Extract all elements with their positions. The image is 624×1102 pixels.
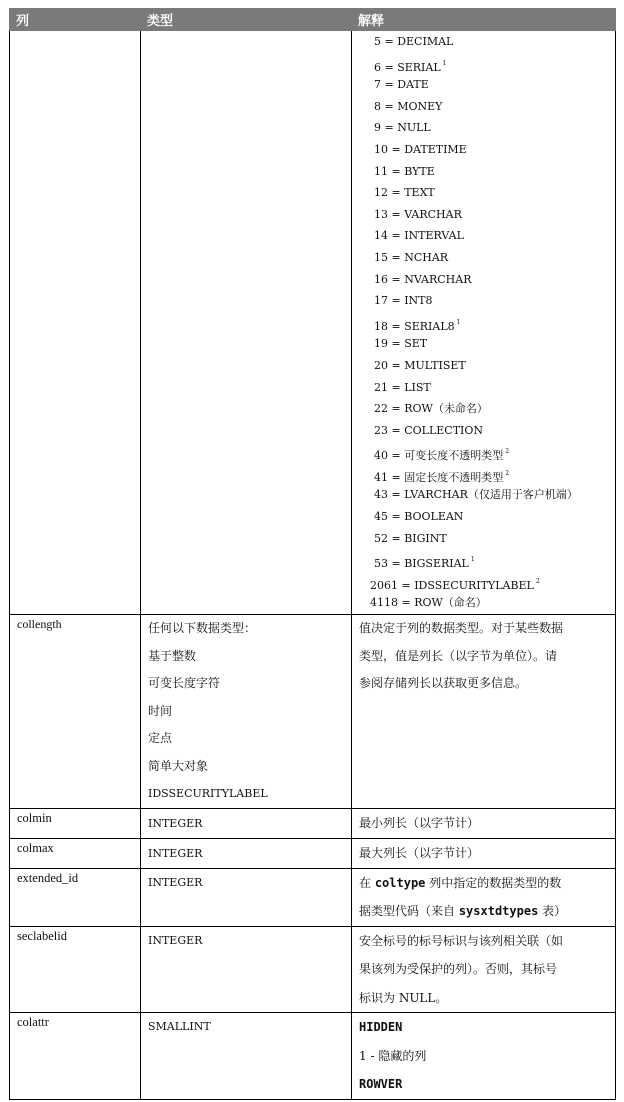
type-code-text: 4118 = ROW（命名） — [370, 596, 487, 610]
description-line: 参阅存储列长以获取更多信息。 — [359, 676, 528, 691]
coltype-keyword: coltype — [374, 875, 426, 890]
type-code-text: 12 = TEXT — [374, 186, 435, 200]
type-line: IDSSECURITYLABEL — [148, 787, 268, 801]
description-line: 标识为 NULL。 — [359, 990, 448, 1005]
type-value: INTEGER — [148, 846, 203, 860]
table-row-seclabelid — [10, 926, 616, 1013]
type-code-line — [374, 139, 608, 161]
type-code-text: 22 = ROW（未命名） — [374, 402, 488, 416]
description-text: 据类型代码（来自 — [359, 904, 459, 919]
footnote-marker: 1 — [470, 556, 475, 564]
type-code-text: 10 = DATETIME — [374, 142, 467, 156]
type-cell — [141, 1013, 352, 1100]
description-text: 在 — [359, 875, 375, 890]
description-cell — [352, 868, 616, 926]
type-code-text: 52 = BIGINT — [374, 531, 447, 545]
type-code-line — [374, 53, 608, 75]
description-line: 安全标号的标号标识与该列相关联（如 — [359, 933, 564, 948]
column-name-cell — [10, 1013, 141, 1100]
column-name-cell — [10, 808, 141, 838]
type-code-line — [374, 204, 608, 226]
type-code-text: 45 = BOOLEAN — [374, 510, 464, 524]
type-cell — [141, 808, 352, 838]
description-line — [359, 1070, 608, 1099]
type-cell — [141, 615, 352, 809]
table-row-coltype-continued — [10, 31, 616, 615]
type-code-line — [374, 484, 608, 506]
table-row-extended-id — [10, 868, 616, 926]
type-code-text: 41 = 固定长度不透明类型 — [374, 470, 504, 484]
type-code-line — [374, 398, 608, 420]
header-row — [10, 9, 616, 31]
column-name: collength — [17, 617, 62, 632]
type-code-text: 14 = INTERVAL — [374, 229, 464, 243]
type-code-text: 19 = SET — [374, 337, 428, 351]
description-cell — [352, 838, 616, 868]
column-name: colattr — [17, 1015, 49, 1030]
type-code-list — [359, 31, 608, 614]
type-code-line — [374, 269, 608, 291]
type-code-line — [374, 247, 608, 269]
type-code-text: 7 = DATE — [374, 78, 429, 92]
table-row-collength — [10, 615, 616, 809]
sysxtdtypes-keyword: sysxtdtypes — [458, 904, 539, 919]
table-row-colmin — [10, 808, 616, 838]
column-name: extended_id — [17, 870, 79, 885]
column-name: seclabelid — [17, 928, 67, 943]
type-value: INTEGER — [148, 933, 203, 947]
type-code-text: 40 = 可变长度不透明类型 — [374, 449, 504, 463]
column-name-cell — [10, 868, 141, 926]
type-line: 任何以下数据类型： — [148, 621, 257, 636]
type-value: SMALLINT — [148, 1020, 211, 1034]
footnote-marker: 1 — [456, 318, 461, 326]
type-code-line — [374, 377, 608, 399]
hidden-keyword: HIDDEN — [359, 1020, 403, 1035]
type-code-text: 9 = NULL — [374, 121, 431, 135]
column-name-cell — [10, 838, 141, 868]
type-line: 简单大对象 — [148, 758, 209, 773]
description-line — [359, 869, 608, 898]
description-line — [359, 897, 608, 926]
type-code-line — [374, 333, 608, 355]
column-name: colmax — [17, 840, 54, 855]
header-description: 解释 — [352, 9, 616, 31]
description-line: 最大列长（以字节计） — [359, 845, 480, 860]
footnote-marker: 2 — [505, 469, 510, 477]
type-code-text: 21 = LIST — [374, 380, 431, 394]
type-code-line — [374, 74, 608, 96]
system-catalog-table — [9, 8, 616, 1100]
type-code-line — [374, 549, 608, 571]
description-cell — [352, 926, 616, 1013]
description-line: 最小列长（以字节计） — [359, 815, 480, 830]
footnote-marker: 2 — [505, 448, 510, 456]
type-code-text: 43 = LVARCHAR（仅适用于客户机端） — [374, 488, 578, 502]
type-code-line — [374, 312, 608, 334]
type-cell — [141, 926, 352, 1013]
header-type: 类型 — [141, 9, 352, 31]
type-code-text: 5 = DECIMAL — [374, 35, 454, 48]
type-code-line — [374, 31, 608, 53]
column-name: colmin — [17, 810, 52, 825]
description-line: 值决定于列的数据类型。对于某些数据 — [359, 621, 564, 636]
column-name-cell — [10, 615, 141, 809]
type-code-line — [374, 355, 608, 377]
footnote-marker: 2 — [535, 577, 540, 585]
type-value: INTEGER — [148, 875, 203, 889]
description-line: 果该列为受保护的列）。否则，其标号 — [359, 962, 558, 977]
type-code-line — [370, 571, 608, 593]
type-code-text: 17 = INT8 — [374, 294, 433, 308]
table-row-colattr — [10, 1013, 616, 1100]
type-code-text: 20 = MULTISET — [374, 358, 466, 372]
type-code-line — [374, 528, 608, 550]
type-code-line — [374, 96, 608, 118]
type-code-line — [370, 592, 608, 614]
column-name-cell — [10, 926, 141, 1013]
type-code-text: 8 = MONEY — [374, 99, 443, 113]
type-cell — [141, 838, 352, 868]
type-code-text: 23 = COLLECTION — [374, 423, 484, 437]
type-code-text: 53 = BIGSERIAL — [374, 557, 469, 571]
type-code-line — [374, 463, 608, 485]
description-cell — [352, 1013, 616, 1100]
type-line: 可变长度字符 — [148, 676, 221, 691]
type-line: 时间 — [148, 703, 173, 718]
type-code-line — [374, 161, 608, 183]
description-line: 类型，值是列长（以字节为单位）。请 — [359, 648, 558, 663]
type-code-text: 6 = SERIAL — [374, 60, 441, 74]
description-cell — [352, 31, 616, 615]
description-cell — [352, 615, 616, 809]
description-line: 1 - 隐藏的列 — [359, 1048, 427, 1063]
type-code-text: 18 = SERIAL8 — [374, 319, 455, 333]
type-line: 定点 — [148, 731, 173, 746]
type-code-text: 15 = NCHAR — [374, 250, 449, 264]
type-code-text: 11 = BYTE — [374, 164, 435, 178]
type-code-line — [374, 441, 608, 463]
table-row-colmax — [10, 838, 616, 868]
type-line: 基于整数 — [148, 648, 197, 663]
footnote-marker: 1 — [442, 59, 447, 67]
column-name-cell — [10, 31, 141, 615]
type-code-line — [374, 182, 608, 204]
description-cell — [352, 808, 616, 838]
type-code-text: 2061 = IDSSECURITYLABEL — [370, 578, 534, 592]
header-column: 列 — [10, 9, 141, 31]
type-code-text: 13 = VARCHAR — [374, 207, 462, 221]
type-code-line — [374, 290, 608, 312]
rowver-keyword: ROWVER — [359, 1077, 403, 1092]
description-line — [359, 1013, 608, 1042]
type-code-line — [374, 420, 608, 442]
type-code-line — [374, 506, 608, 528]
description-text: 表） — [538, 904, 567, 919]
type-code-line — [374, 117, 608, 139]
description-text: 列中指定的数据类型的数 — [425, 875, 562, 890]
type-code-line — [374, 225, 608, 247]
type-code-text: 16 = NVARCHAR — [374, 272, 472, 286]
type-cell — [141, 868, 352, 926]
type-cell — [141, 31, 352, 615]
type-value: INTEGER — [148, 816, 203, 830]
